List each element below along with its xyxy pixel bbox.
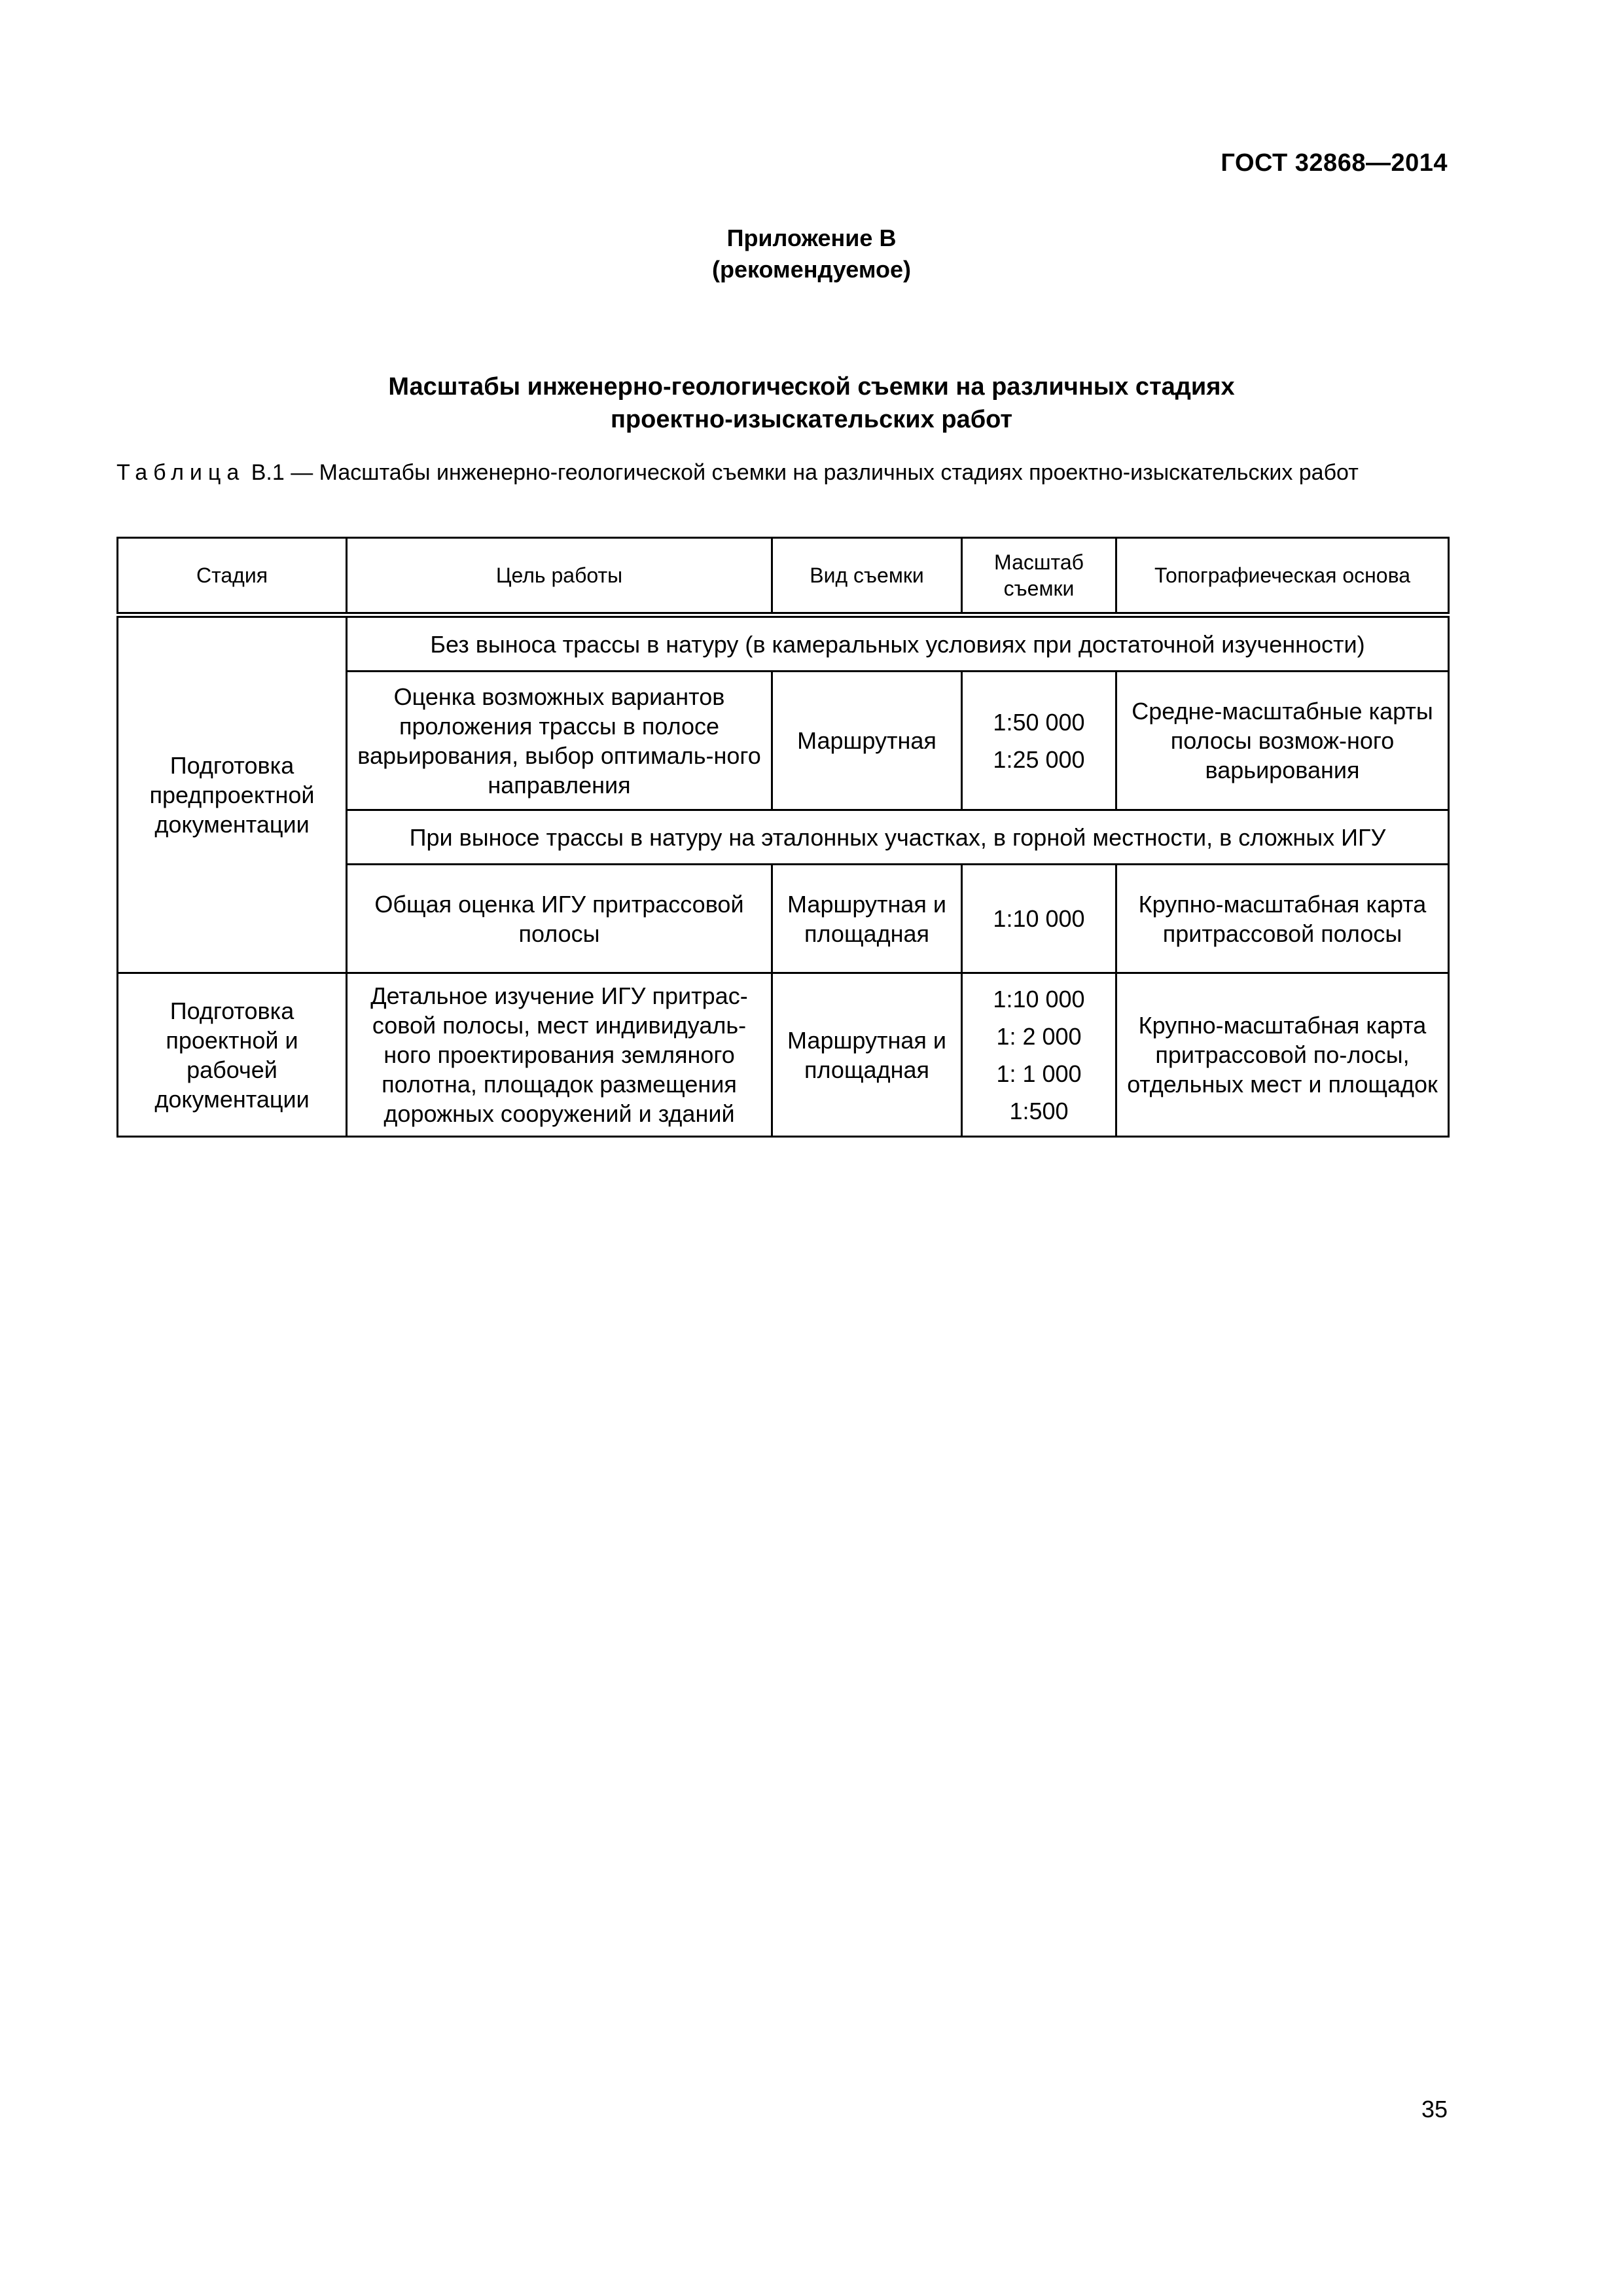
header-stage: Стадия <box>118 538 347 615</box>
survey-type-cell: Маршрутная и площадная <box>772 973 962 1137</box>
table-header-row <box>118 538 1449 615</box>
scale-value: 1: 2 000 <box>996 1022 1082 1050</box>
table-caption <box>116 458 1448 487</box>
header-topographic-base: Топографиеческая основа <box>1116 538 1449 615</box>
appendix-title: Приложение В <box>726 224 897 251</box>
section-title-line-2: проектно-изыскательских работ <box>610 406 1013 433</box>
subsection-title-field: При выносе трассы в натуру на эталонных участках, в горной местности, в сложных ИГУ <box>347 810 1449 865</box>
stage-cell-preproject: Подготовка предпроектной документации <box>118 615 347 973</box>
appendix-type: (рекомендуемое) <box>712 256 911 283</box>
header-survey-type: Вид съемки <box>772 538 962 615</box>
header-scale: Масштаб съемки <box>962 538 1116 615</box>
survey-scales-table <box>116 537 1450 1138</box>
stage-cell-project: Подготовка проектной и рабочей документации <box>118 973 347 1137</box>
scale-cell <box>962 973 1116 1137</box>
header-goal: Цель работы <box>347 538 772 615</box>
survey-type-cell: Маршрутная и площадная <box>772 865 962 973</box>
topographic-base-cell: Крупно-масштабная карта притрассовой по-лосы, отдельных мест и площадок <box>1116 973 1449 1137</box>
scale-value: 1:25 000 <box>993 745 1085 773</box>
topographic-base-cell: Крупно-масштабная карта притрассовой полосы <box>1116 865 1449 973</box>
scale-value: 1:500 <box>1009 1097 1069 1124</box>
table-row <box>118 615 1449 672</box>
scale-value: 1:10 000 <box>993 985 1085 1013</box>
goal-cell: Детальное изучение ИГУ притрас-совой полосы, мест индивидуаль-ного проектирования земляного полотна, площадок размещения дорожных сооружений и зданий <box>347 973 772 1137</box>
section-title <box>0 370 1623 436</box>
scale-value: 1:10 000 <box>993 905 1085 932</box>
subsection-title-desk: Без выноса трассы в натуру (в камеральных условиях при достаточной изученности) <box>347 615 1449 672</box>
scale-value: 1:50 000 <box>993 708 1085 736</box>
table-caption-label: Таблица <box>116 460 245 485</box>
scale-value: 1: 1 000 <box>996 1060 1082 1087</box>
document-code: ГОСТ 32868—2014 <box>1221 149 1448 177</box>
appendix-heading <box>0 223 1623 285</box>
section-title-line-1: Масштабы инженерно-геологической съемки на различных стадиях <box>388 373 1235 401</box>
topographic-base-cell: Средне-масштабные карты полосы возмож-ного варьирования <box>1116 672 1449 810</box>
table-row <box>118 973 1449 1137</box>
table-caption-text: В.1 — Масштабы инженерно-геологической съемки на различных стадиях проектно-изыскательских работ <box>245 460 1359 485</box>
page-number: 35 <box>1421 2096 1448 2123</box>
scale-cell <box>962 672 1116 810</box>
goal-cell: Общая оценка ИГУ притрассовой полосы <box>347 865 772 973</box>
survey-type-cell: Маршрутная <box>772 672 962 810</box>
goal-cell: Оценка возможных вариантов проложения трассы в полосе варьирования, выбор оптималь-ного направления <box>347 672 772 810</box>
scale-cell <box>962 865 1116 973</box>
